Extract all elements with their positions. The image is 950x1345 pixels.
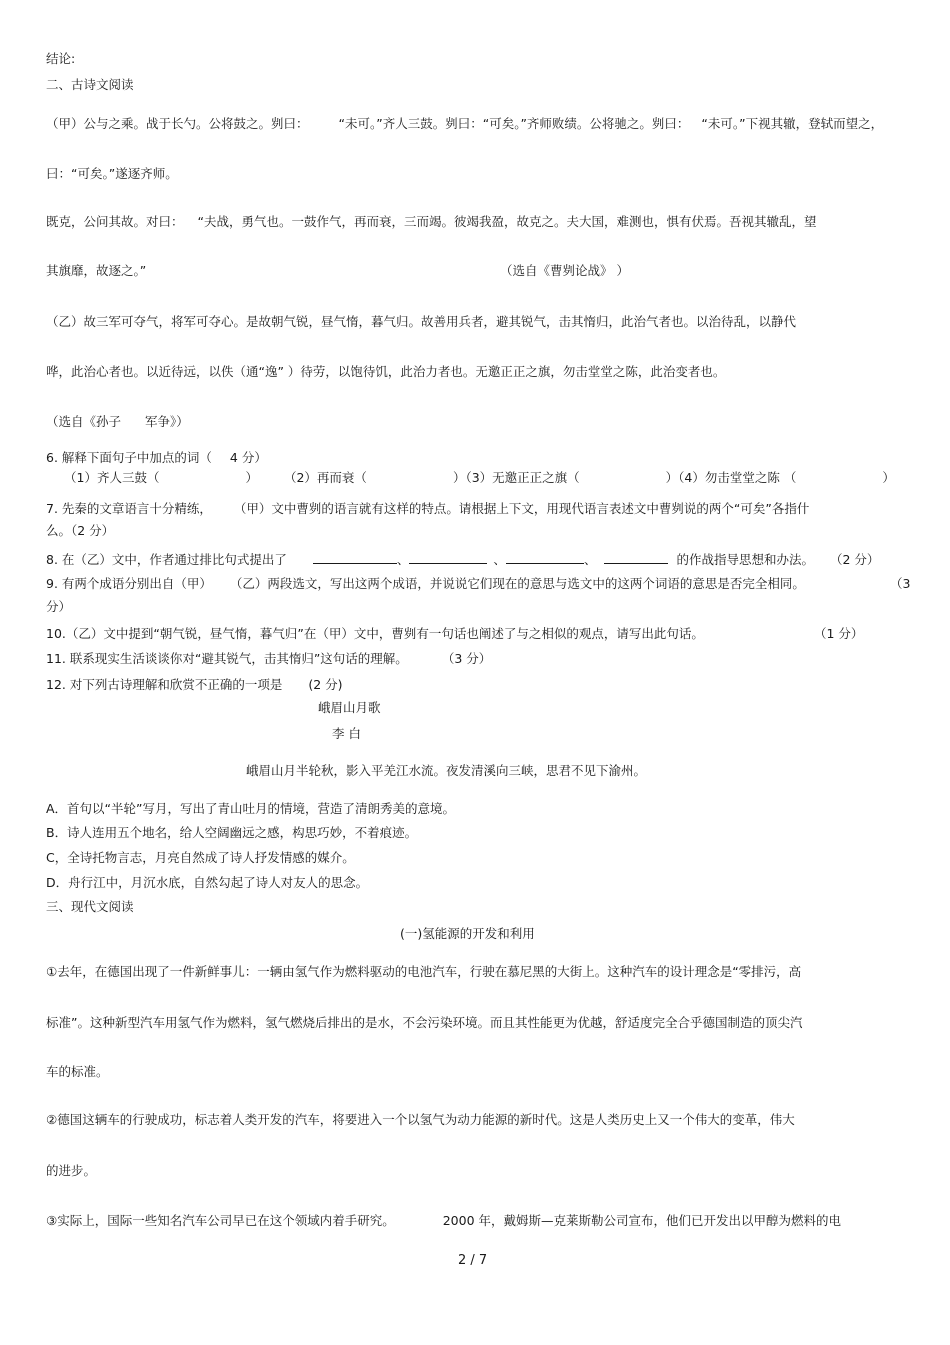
q6-item-4-close: ） [882,470,895,485]
option-a: A．首句以“半轮”写月，写出了青山吐月的情境，营造了清朗秀美的意境。 [46,801,456,816]
jia-text: “未可。”齐人三鼓。刿曰：“可矣。”齐师败绩。公将驰之。刿曰： [338,116,690,131]
answer-blank[interactable] [313,551,397,564]
jia-line-2: 曰：“可矣。”遂逐齐师。 [46,166,178,181]
question-9-text: 9. 有两个成语分别出自（甲） [46,576,212,591]
question-9 [46,576,805,592]
option-b: B．诗人连用五个地名，给人空阔幽远之感，构思巧妙，不着痕迹。 [46,825,418,840]
q6-item-2-close: ）（3）无邀正正之旗（ [452,470,580,485]
poem-text: 峨眉山月半轮秋，影入平羌江水流。夜发清溪向三峡，思君不见下渝州。 [246,763,647,778]
answer-blank[interactable] [604,551,668,564]
question-7 [46,501,809,517]
question-11-text: 11. 联系现实生活谈谈你对“避其锐气，击其惰归”这句话的理解。 [46,651,408,666]
question-9-score: （3 [890,576,911,591]
jia-text: （甲）公与之乘。战于长勺。公将鼓之。刿曰： [46,116,309,131]
article-title: (一)氢能源的开发和利用 [400,926,535,941]
question-8-score: （2 分） [829,552,880,567]
q6-item-3-close: ）（4）勿击堂堂之陈 （ [665,470,797,485]
question-7-cont: 么。（2 分） [46,523,115,538]
yi-line-1: （乙）故三军可夺气，将军可夺心。是故朝气锐，昼气惰，暮气归。故善用兵者，避其锐气，击其惰归，此治气者也。以治待乱，以静代 [46,314,797,329]
jia-text: 既克，公问其故。对曰： [46,214,184,229]
question-8-text: 8. 在（乙）文中，作者通过排比句式提出了 [46,552,287,567]
option-c: C，全诗托物言志，月亮自然成了诗人抒发情感的媒介。 [46,850,355,865]
jia-text: “夫战，勇气也。一鼓作气，再而衰，三而竭。彼竭我盈，故克之。夫大国，难测也，惧有伏焉。吾视其辙乱，望 [197,214,817,229]
option-d: D．舟行江中，月沉水底，自然勾起了诗人对友人的思念。 [46,875,369,890]
article-p2-line-2: 的进步。 [46,1163,97,1178]
blank-separator: 、 [396,552,410,567]
jia-line-4: 其旗靡，故逐之。” [46,263,147,278]
jia-source: （选自《曹刿论战》 ） [500,263,629,278]
question-6 [46,450,267,466]
question-9-text: （乙）两段选文，写出这两个成语，并说说它们现在的意思与选文中的这两个词语的意思是否完全相同。 [229,576,805,591]
section-heading-classical: 二、古诗文阅读 [46,77,134,92]
q6-item-1: （1）齐人三鼓（ [64,470,160,485]
question-6-score: 4 分） [229,450,267,465]
yi-line-2: 哗，此治心者也。以近待远，以佚（通“逸” ）待劳，以饱待饥，此治力者也。无邀正正之旗，勿击堂堂之陈，此治变者也。 [46,364,726,379]
article-text: 2000 年，戴姆斯—克莱斯勒公司宣布，他们已开发出以甲醇为燃料的电 [442,1213,842,1228]
article-p3-line-1 [46,1213,841,1229]
question-6-items [64,470,895,486]
question-6-text: 6. 解释下面句子中加点的词（ [46,450,212,465]
question-10: 10.（乙）文中提到“朝气锐，昼气惰，暮气归”在（甲）文中，曹刿有一句话也阐述了与之相似的观点，请写出此句话。 [46,626,704,641]
poem-author: 李 白 [332,726,361,741]
question-9-score-cont: 分） [46,599,72,614]
question-11-score: （3 分） [441,651,492,666]
question-11 [46,651,491,667]
blank-separator: 、 [493,552,506,567]
article-p1-line-3: 车的标准。 [46,1064,109,1079]
conclusion-label: 结论: [46,51,76,66]
article-p1-line-2: 标准”。这种新型汽车用氢气作为燃料，氢气燃烧后排出的是水，不会污染环境。而且其性能更为优越，舒适度完全合乎德国制造的顶尖汽 [46,1015,803,1030]
jia-line-3 [46,214,817,230]
yi-source [46,414,189,430]
yi-source-b: 军争》） [145,414,189,429]
article-p1-line-1: ①去年，在德国出现了一件新鲜事儿：一辆由氢气作为燃料驱动的电池汽车，行驶在慕尼黑的大街上。这种汽车的设计理念是“零排污，高 [46,964,802,979]
blank-separator: 、 [583,552,597,567]
poem-title: 峨眉山月歌 [318,700,381,715]
page-number: 2 / 7 [458,1253,488,1268]
yi-source-a: （选自《孙子 [46,414,122,429]
article-text: ③实际上，国际一些知名汽车公司早已在这个领域内着手研究。 [46,1213,395,1228]
article-p2-line-1: ②德国这辆车的行驶成功，标志着人类开发的汽车，将要进入一个以氢气为动力能源的新时代。这是人类历史上又一个伟大的变革，伟大 [46,1112,795,1127]
question-10-score: （1 分） [814,626,864,641]
question-7-text: 7. 先秦的文章语言十分精练， [46,501,212,516]
jia-line-1 [46,116,883,132]
section-heading-modern: 三、现代文阅读 [46,899,134,914]
question-8-text: 的作战指导思想和办法。 [676,552,814,567]
q6-item-1-close: ） [245,470,258,485]
question-8 [46,551,879,568]
question-12-score: (2 分) [308,677,343,692]
question-12-text: 12. 对下列古诗理解和欣赏不正确的一项是 [46,677,283,692]
question-12 [46,677,343,693]
question-7-text: （甲）文中曹刿的语言就有这样的特点。请根据上下文，用现代语言表述文中曹刿说的两个“可矣”各指什 [233,501,810,516]
q6-item-2: （2）再而衰（ [283,470,367,485]
answer-blank[interactable] [409,551,487,564]
jia-text: “未可。”下视其辙，登轼而望之， [701,116,884,131]
answer-blank[interactable] [506,551,584,564]
